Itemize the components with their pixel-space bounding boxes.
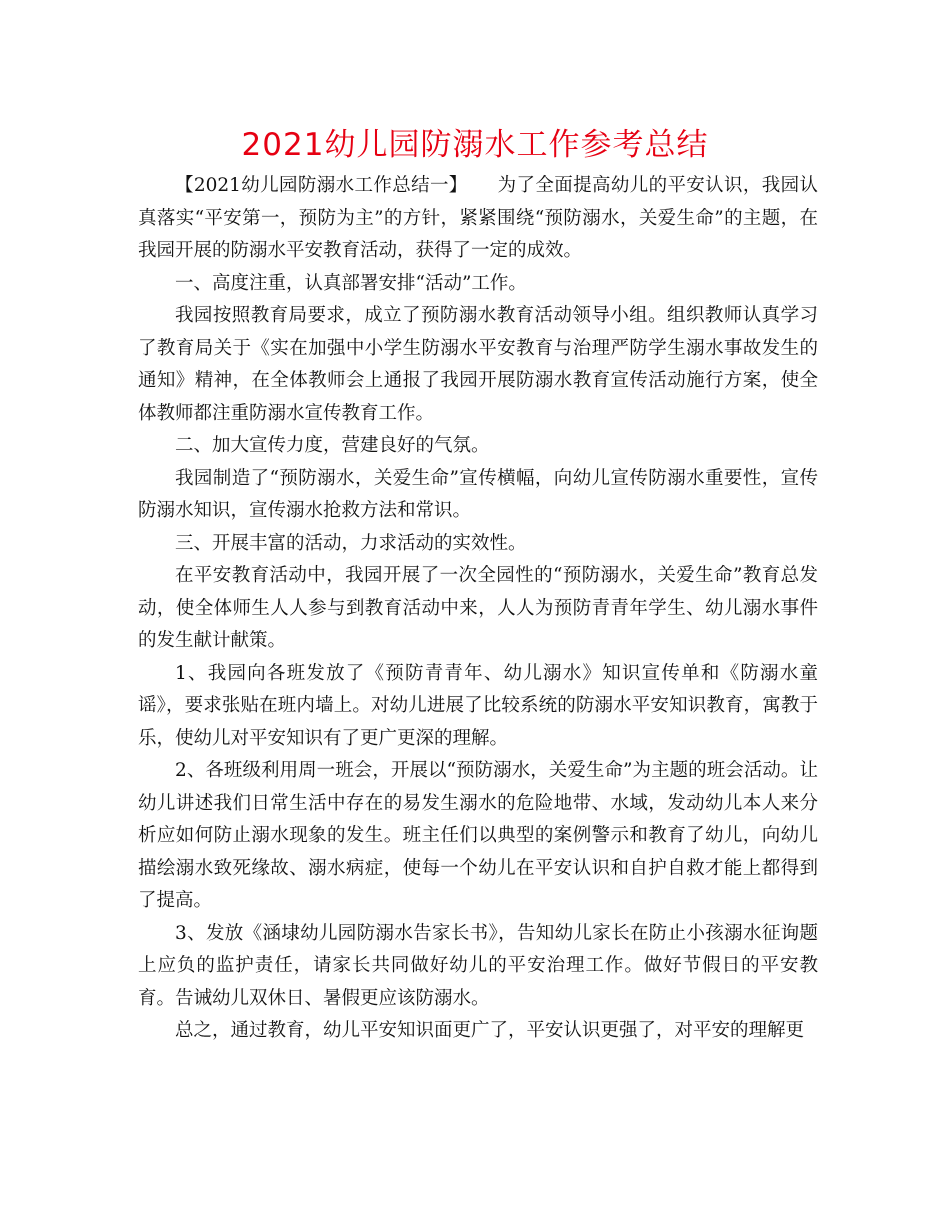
list-item-1: 1、我园向各班发放了《预防青青年、幼儿溺水》知识宣传单和《防溺水童谣》，要求张贴在班内墙上。对幼儿进展了比较系统的防溺水平安知识教育，寓教于乐，使幼儿对平安知识有了更广更深的理解。 <box>138 662 818 749</box>
body-paragraph: 我园制造了“预防溺水，关爱生命”宣传横幅，向幼儿宣传防溺水重要性，宣传防溺水知识，宣传溺水抢救方法和常识。 <box>138 467 818 521</box>
body-paragraph: 在平安教育活动中，我园开展了一次全园性的“预防溺水，关爱生命”教育总发动，使全体师生人人参与到教育活动中来，人人为预防青青年学生、幼儿溺水事件的发生献计献策。 <box>138 565 818 651</box>
intro-body: 为了全面提高幼儿的平安认识，我园认真落实“平安第一，预防为主”的方针，紧紧围绕“预防溺水，关爱生命”的主题，在我园开展的防溺水平安教育活动，获得了一定的成效。 <box>138 175 818 261</box>
document-body <box>138 170 818 1048</box>
list-item-3: 3、发放《涵埭幼儿园防溺水告家长书》，告知幼儿家长在防止小孩溺水征询题上应负的监护责任，请家长共同做好幼儿的平安治理工作。做好节假日的平安教育。告诫幼儿双休日、暑假更应该防溺水。 <box>138 922 818 1009</box>
section-heading-3: 三、开展丰富的活动，力求活动的实效性。 <box>175 532 527 554</box>
intro-heading: 【2021幼儿园防溺水工作总结一】 <box>175 175 468 196</box>
list-item-2: 2、各班级利用周一班会，开展以“预防溺水，关爱生命”为主题的班会活动。让幼儿讲述我们日常生活中存在的易发生溺水的危险地带、水域，发动幼儿本人来分析应如何防止溺水现象的发生。班主任们以典型的案例警示和教育了幼儿，向幼儿描绘溺水致死缘故、溺水病症，使每一个幼儿在平安认识和自护自救才能上都得到了提高。 <box>138 760 818 911</box>
section-heading-1: 一、高度注重，认真部署安排“活动”工作。 <box>175 272 527 294</box>
section-heading-2: 二、加大宣传力度，营建良好的气氛。 <box>175 435 490 456</box>
body-paragraph: 我园按照教育局要求，成立了预防溺水教育活动领导小组。组织教师认真学习了教育局关于《实在加强中小学生防溺水平安教育与治理严防学生溺水事故发生的通知》精神，在全体教师会上通报了我园开展防溺水教育宣传活动施行方案，使全体教师都注重防溺水宣传教育工作。 <box>138 305 818 424</box>
conclusion-paragraph: 总之，通过教育，幼儿平安知识面更广了，平安认识更强了，对平安的理解更 <box>175 1020 805 1041</box>
document-title: 2021幼儿园防溺水工作参考总结 <box>241 127 709 163</box>
intro-paragraph <box>138 170 818 268</box>
